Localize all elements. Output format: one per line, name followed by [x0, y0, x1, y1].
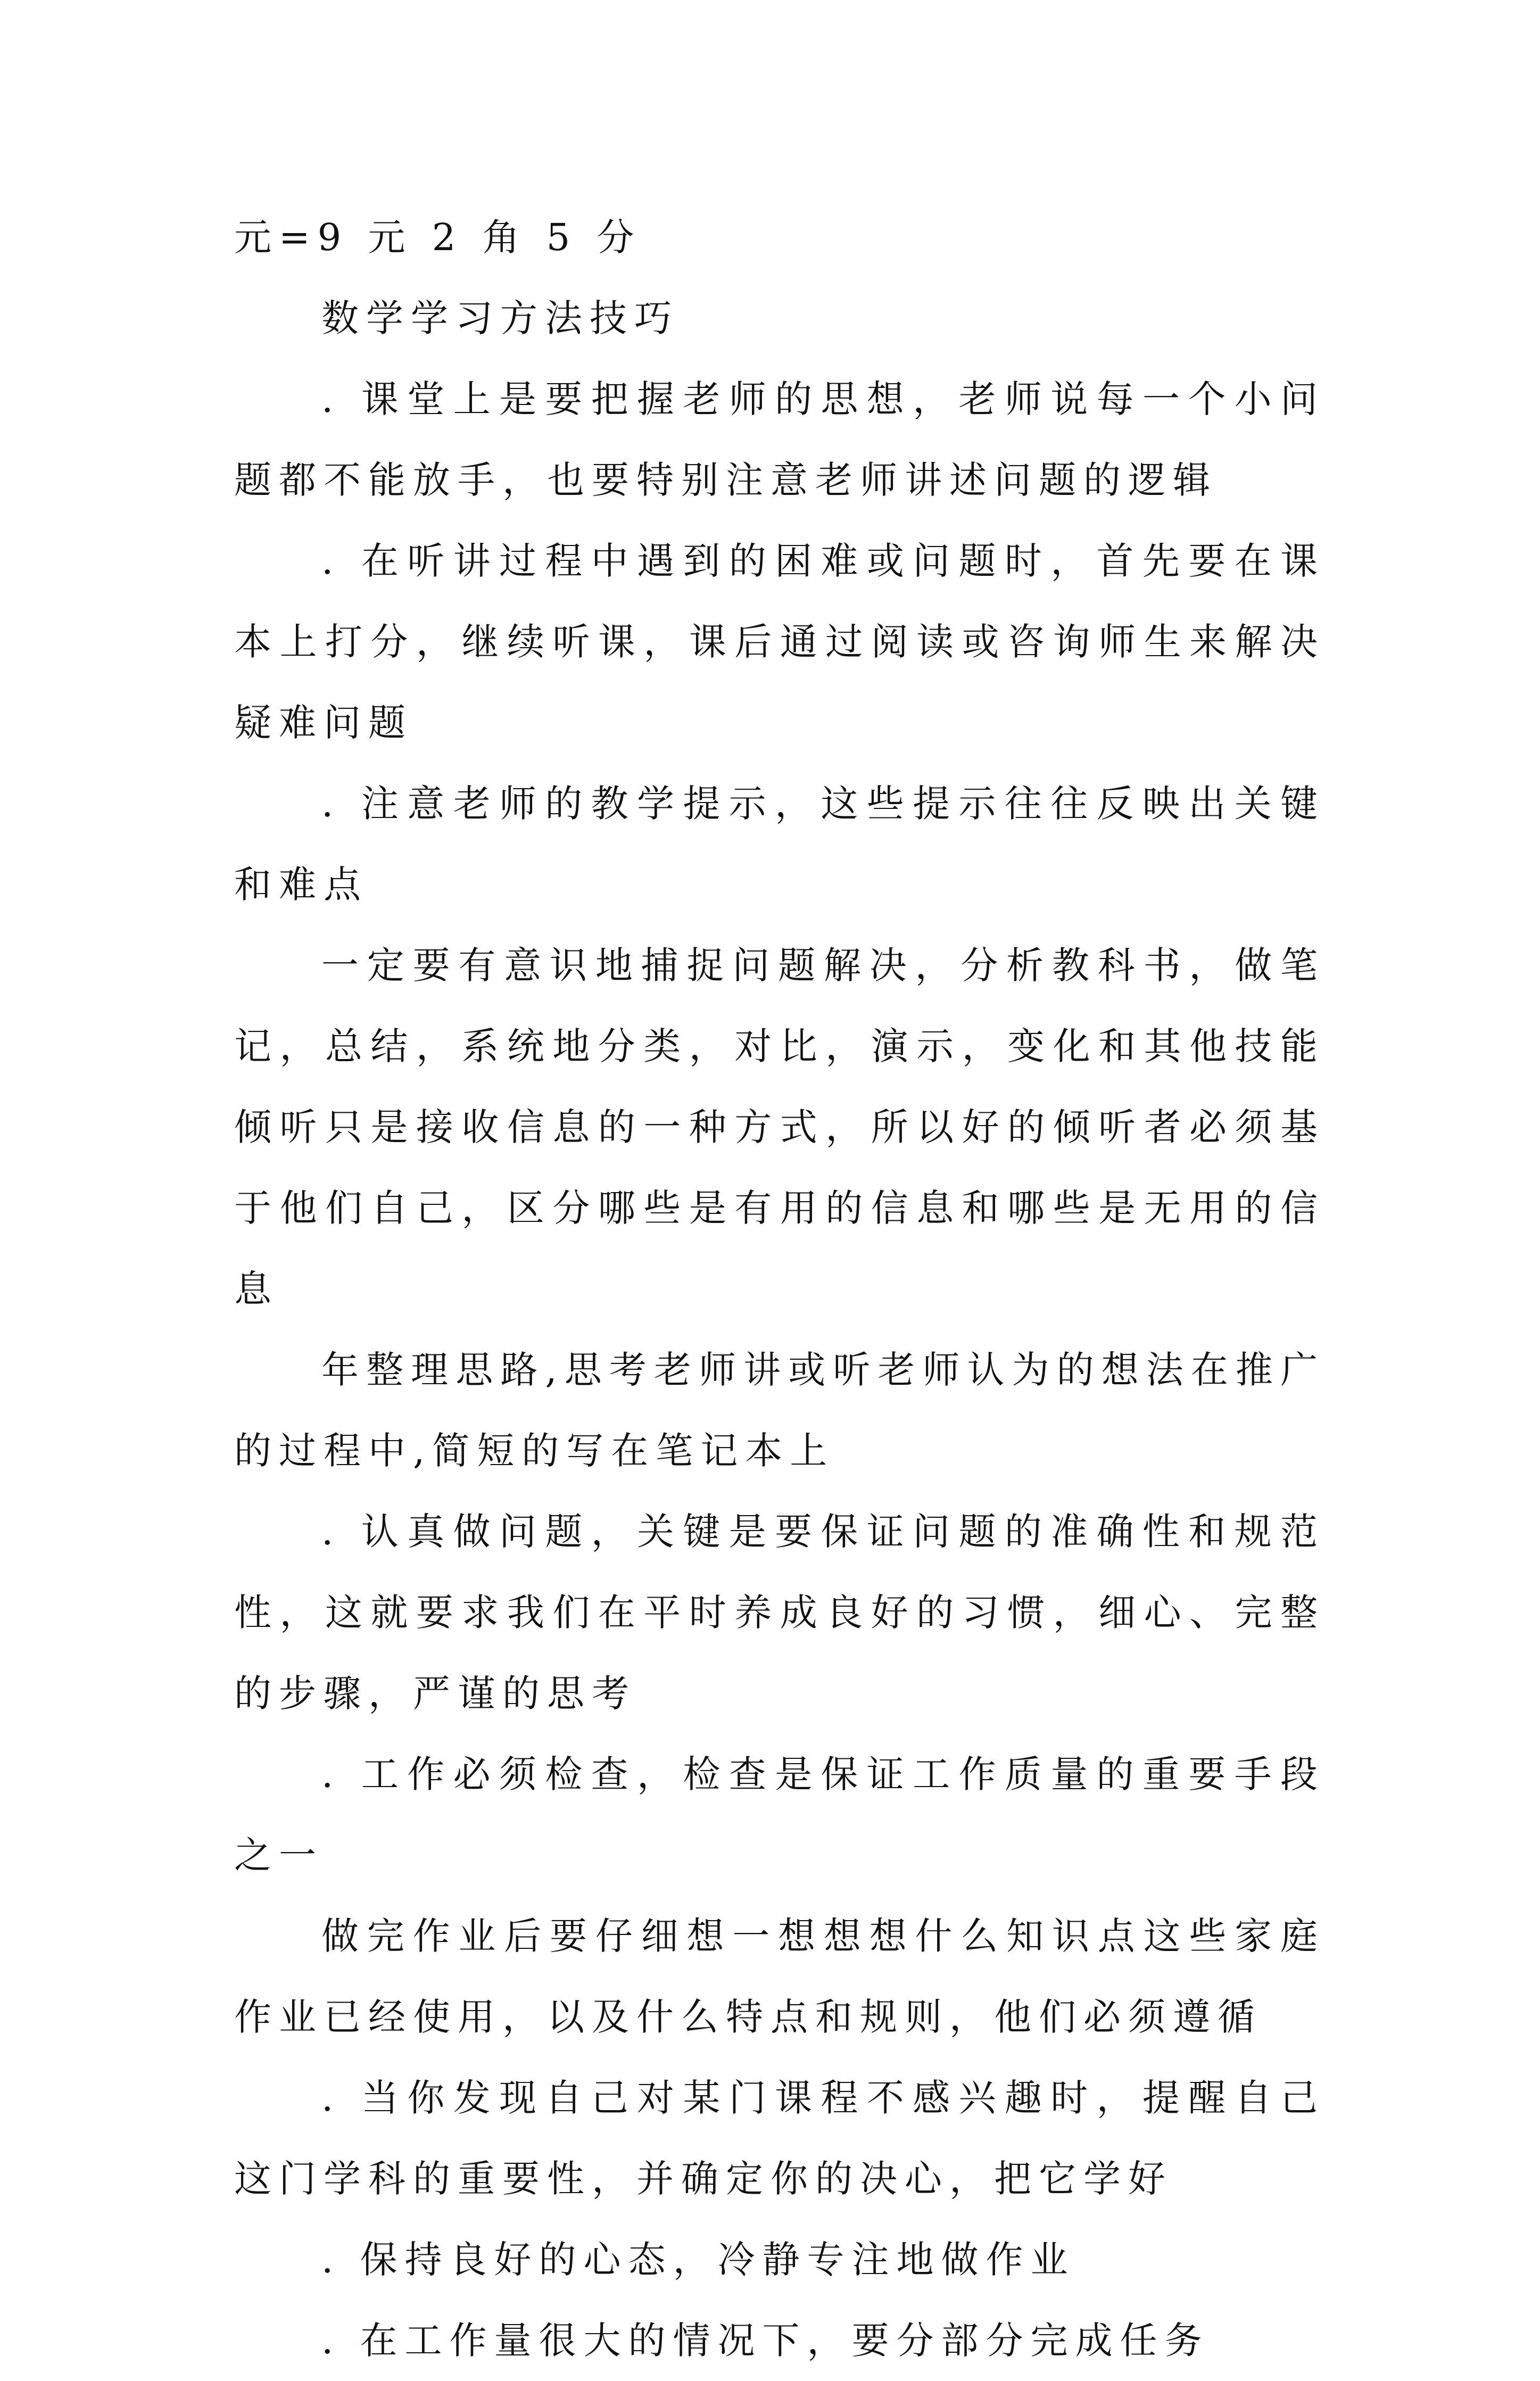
paragraph-tip: 一定要有意识地捕捉问题解决，分析教科书，做笔记，总结，系统地分类，对比，演示，变化和其他技能倾听只是接收信息的一种方式，所以好的倾听者必须基于他们自己，区分哪些是有用的信息和哪些是无用的信息	[234, 944, 1325, 1311]
paragraph-tip: 做完作业后要仔细想一想想想什么知识点这些家庭作业已经使用，以及什么特点和规则，他们必须遵循	[234, 1914, 1325, 2039]
paragraph-tip: 年整理思路,思考老师讲或听老师认为的想法在推广的过程中,简短的写在笔记本上	[234, 1348, 1325, 1473]
document-body	[234, 197, 1325, 2381]
paragraph-tip: . 保持良好的心态，冷静专注地做作业	[321, 2238, 1075, 2281]
paragraph-tip: . 课堂上是要把握老师的思想，老师说每一个小问题都不能放手，也要特别注意老师讲述问题的逻辑	[234, 377, 1325, 502]
paragraph-amount-line: 元=9 元 2 角 5 分	[234, 216, 642, 259]
paragraph-tip: . 当你发现自己对某门课程不感兴趣时，提醒自己这门学科的重要性，并确定你的决心，把它学好	[234, 2076, 1325, 2201]
section-heading: 数学学习方法技巧	[321, 296, 679, 340]
paragraph-tip: . 工作必须检查，检查是保证工作质量的重要手段之一	[234, 1752, 1325, 1877]
paragraph-tip: . 在工作量很大的情况下，要分部分完成任务	[321, 2319, 1210, 2362]
paragraph-tip: . 认真做问题，关键是要保证问题的准确性和规范性，这就要求我们在平时养成良好的习惯，细心、完整的步骤，严谨的思考	[234, 1510, 1325, 1715]
paragraph-tip: . 在听讲过程中遇到的困难或问题时，首先要在课本上打分，继续听课，课后通过阅读或咨询师生来解决疑难问题	[234, 539, 1325, 745]
paragraph-tip: . 注意老师的教学提示，这些提示往往反映出关键和难点	[234, 782, 1325, 906]
